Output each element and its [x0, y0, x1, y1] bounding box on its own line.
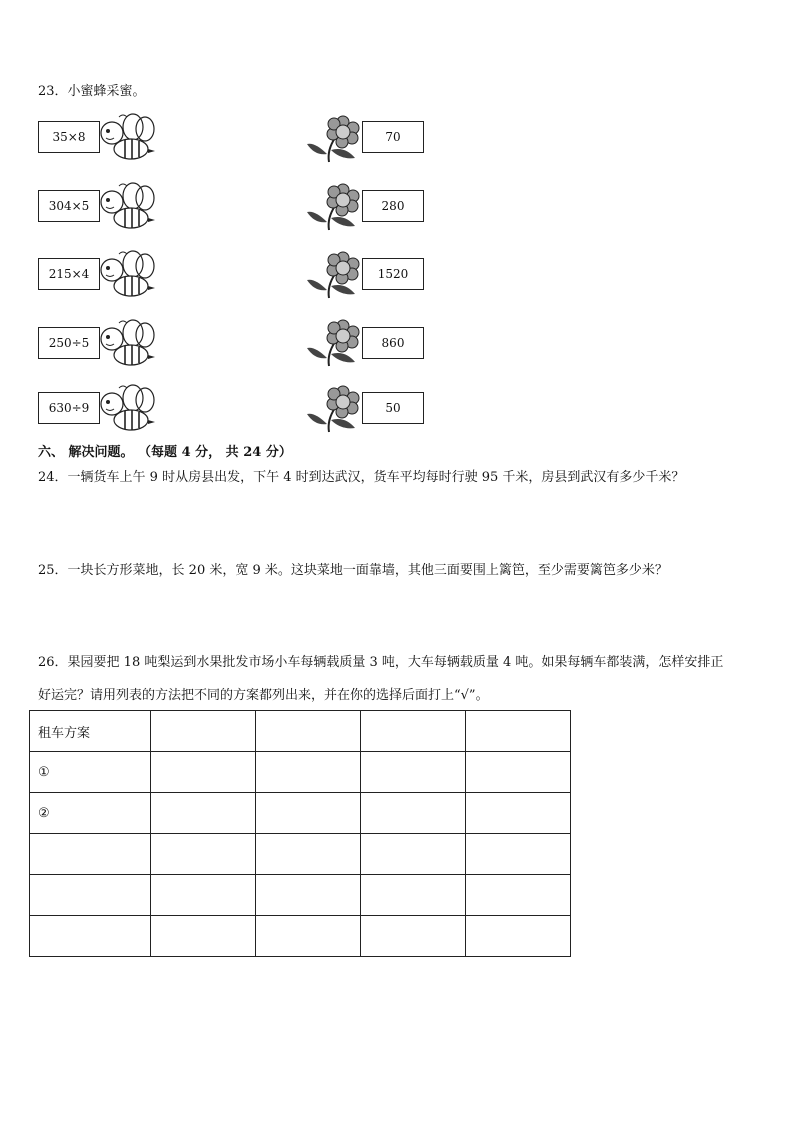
table-cell[interactable] [256, 711, 361, 752]
flower-icon [305, 114, 361, 164]
bee-icon [97, 317, 157, 369]
table-row [30, 711, 571, 752]
table-cell[interactable] [466, 752, 571, 793]
table-cell[interactable] [151, 834, 256, 875]
bee-expression-box: 630÷9 [38, 392, 100, 424]
table-cell[interactable] [466, 834, 571, 875]
flower-icon [305, 384, 361, 434]
bee-icon [97, 382, 157, 434]
table-cell[interactable] [466, 793, 571, 834]
question-23-title: 23．小蜜蜂采蜜。 [38, 84, 146, 99]
question-26-text-line2: 好运完？请用列表的方法把不同的方案都列出来，并在你的选择后面打上“√”。 [38, 688, 489, 703]
table-cell[interactable] [466, 875, 571, 916]
section-six-heading: 六、 解决问题。 （每题 4 分， 共 24 分） [38, 445, 292, 460]
bee-expression-box: 304×5 [38, 190, 100, 222]
table-cell[interactable] [30, 916, 151, 957]
table-row [30, 834, 571, 875]
table-row [30, 916, 571, 957]
table-cell[interactable] [256, 875, 361, 916]
table-row [30, 793, 571, 834]
table-cell[interactable] [466, 711, 571, 752]
flower-icon [305, 182, 361, 232]
table-cell[interactable] [30, 875, 151, 916]
table-cell[interactable] [30, 834, 151, 875]
flower-value-box: 1520 [362, 258, 424, 290]
table-cell[interactable] [151, 875, 256, 916]
flower-icon [305, 318, 361, 368]
table-row [30, 752, 571, 793]
table-cell[interactable] [361, 834, 466, 875]
question-24-text: 24．一辆货车上午 9 时从房县出发，下午 4 时到达武汉，货车平均每时行驶 95 千米，房县到武汉有多少千米？ [38, 470, 685, 485]
table-cell[interactable] [466, 916, 571, 957]
flower-value-box: 50 [362, 392, 424, 424]
table-cell[interactable] [256, 752, 361, 793]
table-cell[interactable] [151, 793, 256, 834]
flower-value-box: 860 [362, 327, 424, 359]
table-cell[interactable] [361, 875, 466, 916]
table-cell[interactable] [361, 916, 466, 957]
bee-icon [97, 111, 157, 163]
bee-expression-box: 35×8 [38, 121, 100, 153]
bee-expression-box: 215×4 [38, 258, 100, 290]
table-cell[interactable] [256, 834, 361, 875]
flower-icon [305, 250, 361, 300]
table-cell[interactable] [361, 752, 466, 793]
question-25-text: 25．一块长方形菜地，长 20 米，宽 9 米。这块菜地一面靠墙，其他三面要围上篱笆，至少需要篱笆多少米？ [38, 563, 668, 578]
table-row [30, 875, 571, 916]
table-cell[interactable] [151, 752, 256, 793]
table-header-cell: 租车方案 [30, 711, 151, 752]
bee-expression-box: 250÷5 [38, 327, 100, 359]
table-cell[interactable] [361, 793, 466, 834]
plan-label-1: ① [30, 752, 151, 793]
plan-label-2: ② [30, 793, 151, 834]
table-cell[interactable] [151, 916, 256, 957]
table-cell[interactable] [151, 711, 256, 752]
bee-icon [97, 180, 157, 232]
bee-icon [97, 248, 157, 300]
table-cell[interactable] [256, 793, 361, 834]
rental-plan-table [29, 710, 571, 957]
question-26-text-line1: 26．果园要把 18 吨梨运到水果批发市场小车每辆载质量 3 吨，大车每辆载质量 4 吨。如果每辆车都装满，怎样安排正 [38, 655, 724, 670]
flower-value-box: 280 [362, 190, 424, 222]
flower-value-box: 70 [362, 121, 424, 153]
table-cell[interactable] [256, 916, 361, 957]
table-cell[interactable] [361, 711, 466, 752]
